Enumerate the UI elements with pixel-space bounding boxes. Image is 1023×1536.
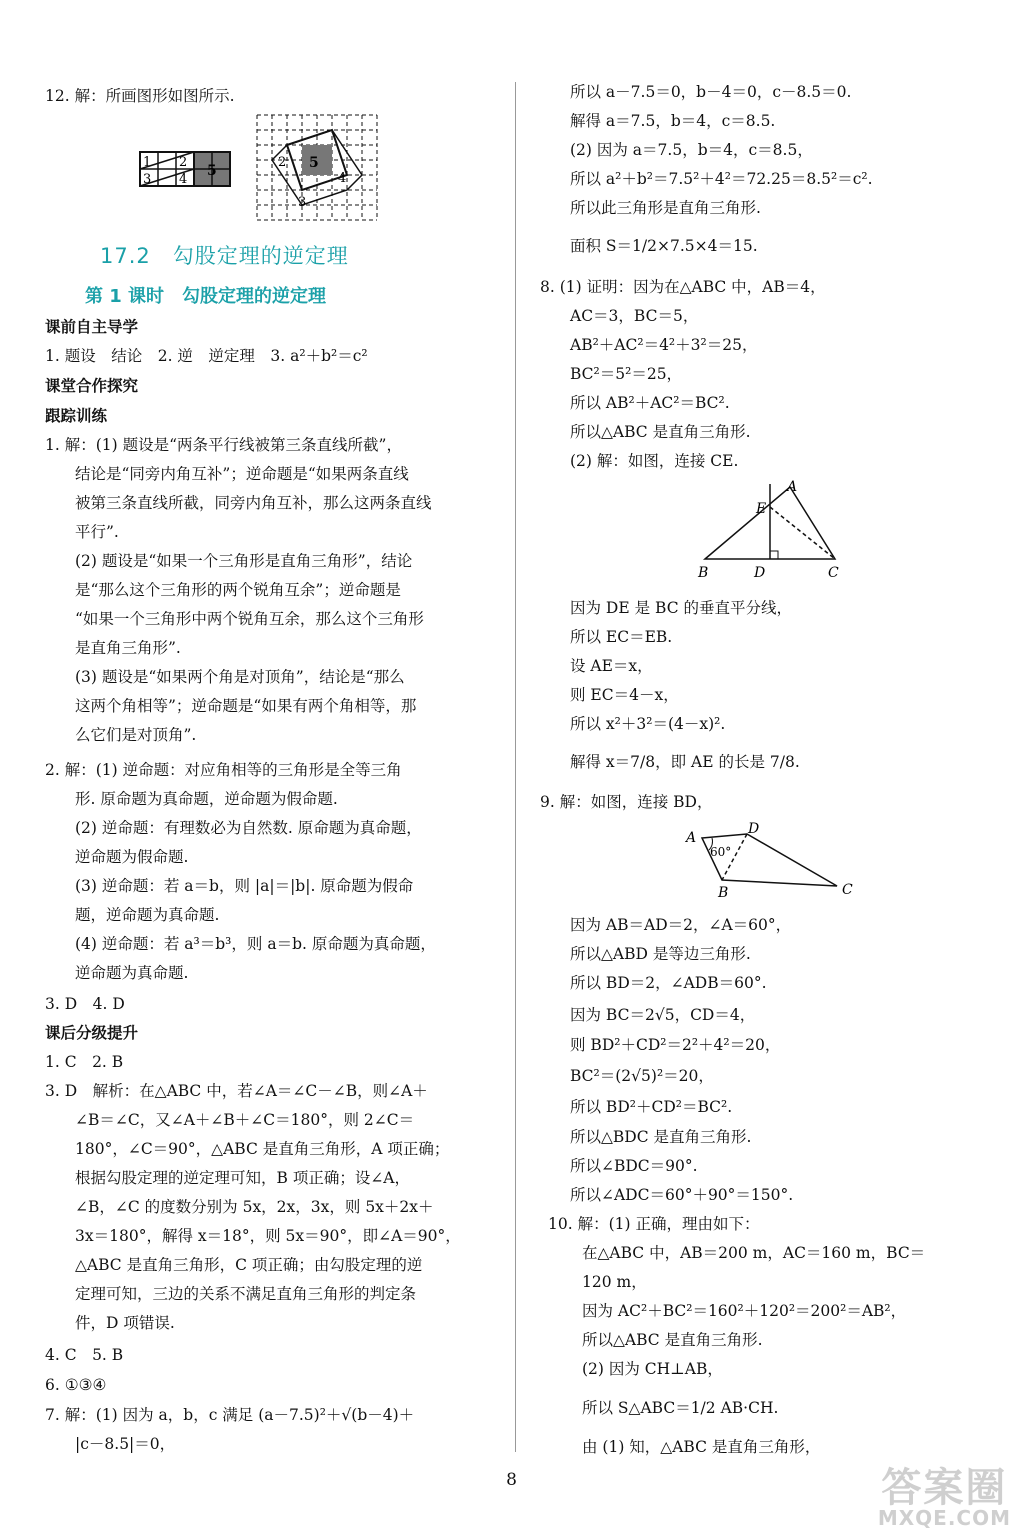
watermark: 答案圈 MXQE.COM [877,1465,1011,1530]
text-line: 逆命题为假命题. [75,848,189,866]
section-heading: 课前自主导学 [45,318,139,336]
text-line: 则 EC＝4－x， [570,686,679,704]
grid-label-2: 2 [179,155,188,170]
text-line: 因为 AC²＋BC²＝160²＋120²＝200²＝AB²， [582,1302,907,1320]
text-line: 是“那么这个三角形的两个锐角互余”；逆命题是 [75,581,401,599]
grid-dissection-figure [135,110,385,230]
text-line: 逆命题为真命题. [75,964,189,982]
text-line: 所以 x²＋3²＝(4－x)². [570,715,726,733]
lesson-title: 第 1 课时 勾股定理的逆定理 [85,286,327,307]
grid-label-5b: 5 [309,155,319,171]
text-line: 2. 解：(1) 逆命题：对应角相等的三角形是全等三角 [45,761,402,779]
text-line: 10. 解：(1) 正确，理由如下： [548,1215,760,1233]
label-A: A [787,479,798,495]
grid-label-1: 1 [143,155,152,170]
text-line: 设 AE＝x， [570,657,653,675]
text-line: 所以△ABD 是等边三角形. [570,945,751,963]
label-E: E [756,501,767,517]
grid-label-4b: 4 [338,171,347,186]
grid-label-5: 5 [207,163,217,179]
text-line: 么它们是对顶角”. [75,726,197,744]
text-line: 12. 解：所画图形如图所示. [45,87,235,105]
section-heading: 课后分级提升 [45,1024,139,1042]
text-line: 所以 a²＋b²＝7.5²＋4²＝72.25＝8.5²＝c². [570,170,873,188]
text-line: 结论是“同旁内角互补”；逆命题是“如果两条直线 [75,465,409,483]
text-line: 所以 a－7.5＝0，b－4＝0，c－8.5＝0. [570,83,852,101]
text-line: 所以 BD＝2，∠ADB＝60°. [570,974,767,992]
text-line: 所以△ABC 是直角三角形. [570,423,751,441]
grid-label-4: 4 [179,172,188,187]
text-line: (2) 因为 a＝7.5，b＝4，c＝8.5， [570,141,813,159]
text-line: 1. 解：(1) 题设是“两条平行线被第三条直线所截”， [45,436,402,454]
text-line: 3x＝180°，解得 x＝18°，则 5x＝90°，即∠A＝90°， [75,1227,461,1245]
text-line: 则 BD²＋CD²＝2²＋4²＝20， [570,1036,781,1054]
text-line: (2) 因为 CH⊥AB， [582,1360,723,1378]
label-A: A [686,830,697,846]
text-line: 所以△BDC 是直角三角形. [570,1128,752,1146]
text-line: (3) 逆命题：若 a＝b，则 |a|＝|b|. 原命题为假命 [75,877,414,895]
text-line: △ABC 是直角三角形，C 项正确；由勾股定理的逆 [75,1256,423,1274]
text-line: 9. 解：如图，连接 BD， [540,793,713,811]
text-line: 所以∠ADC＝60°＋90°＝150°. [570,1186,794,1204]
text-line: 所以 EC＝EB. [570,628,673,646]
text-line: AC＝3，BC＝5， [570,307,699,325]
text-line: |c－8.5|＝0， [75,1435,176,1453]
column-divider [515,82,516,1452]
label-B: B [698,565,709,581]
text-line: 平行”. [75,523,119,541]
text-line: 在△ABC 中，AB＝200 m，AC＝160 m，BC＝ [582,1244,926,1262]
text-line: 定理可知，三边的关系不满足直角三角形的判定条 [75,1285,417,1303]
text-line: 所以 AB²＋AC²＝BC². [570,394,730,412]
text-line: 4. C 5. B [45,1346,124,1364]
text-line: 根据勾股定理的逆定理可知，B 项正确；设∠A， [75,1169,410,1187]
text-line: 3. D 解析：在△ABC 中，若∠A＝∠C－∠B，则∠A＋ [45,1082,428,1100]
text-line: 被第三条直线所截，同旁内角互补，那么这两条直线 [75,494,432,512]
text-line: “如果一个三角形中两个锐角互余，那么这个三角形 [75,610,424,628]
text-line: 7. 解：(1) 因为 a，b，c 满足 (a－7.5)²＋√(b－4)＋ [45,1406,415,1424]
text-line: (4) 逆命题：若 a³＝b³，则 a＝b. 原命题为真命题， [75,935,436,953]
label-B: B [718,885,729,900]
quadrilateral-abcd-figure [682,820,862,900]
section-heading: 课堂合作探究 [45,377,139,395]
text-line: 所以 BD²＋CD²＝BC². [570,1098,733,1116]
triangle-abc-figure [690,477,880,587]
text-line: (2) 解：如图，连接 CE. [570,452,739,470]
grid-label-3b: 3 [298,195,307,210]
section-heading: 跟踪训练 [45,407,108,425]
label-D: D [754,565,766,581]
text-line: 6. ①③④ [45,1376,107,1394]
label-D: D [748,821,760,837]
text-line: 因为 BC＝2√5，CD＝4， [570,1006,756,1024]
text-line: 这两个角相等”；逆命题是“如果有两个角相等，那 [75,697,417,715]
text-line: (2) 题设是“如果一个三角形是直角三角形”，结论 [75,552,413,570]
text-line: 是直角三角形”. [75,639,181,657]
grid-label-2b: 2 [278,155,287,170]
text-line: 1. 题设 结论 2. 逆 逆定理 3. a²＋b²＝c² [45,347,368,365]
text-line: AB²＋AC²＝4²＋3²＝25， [570,336,758,354]
text-line: 3. D 4. D [45,995,125,1013]
label-C: C [828,565,839,581]
text-line: 所以∠BDC＝90°. [570,1157,698,1175]
grid-label-3: 3 [143,172,152,187]
text-line: 面积 S＝1/2×7.5×4＝15. [570,237,758,255]
label-angle-60: 60° [710,845,732,859]
text-line: BC²＝5²＝25， [570,365,683,383]
text-line: ∠B＝∠C，又∠A＋∠B＋∠C＝180°，则 2∠C＝ [75,1111,415,1129]
text-line: ∠B，∠C 的度数分别为 5x，2x，3x，则 5x＋2x＋ [75,1198,434,1216]
text-line: (2) 逆命题：有理数必为自然数. 原命题为真命题， [75,819,422,837]
text-line: 解得 x＝7/8，即 AE 的长是 7/8. [570,753,800,771]
section-title: 17.2 勾股定理的逆定理 [100,244,349,268]
text-line: BC²＝(2√5)²＝20， [570,1067,714,1085]
text-line: 所以△ABC 是直角三角形. [582,1331,763,1349]
text-line: 所以 S△ABC＝1/2 AB·CH. [582,1399,779,1417]
page-number: 8 [506,1470,517,1490]
text-line: (3) 题设是“如果两个角是对顶角”，结论是“那么 [75,668,405,686]
text-line: 因为 DE 是 BC 的垂直平分线， [570,599,792,617]
text-line: 1. C 2. B [45,1053,124,1071]
text-line: 形. 原命题为真命题，逆命题为假命题. [75,790,338,808]
text-line: 8. (1) 证明：因为在△ABC 中，AB＝4， [540,278,826,296]
text-line: 件，D 项错误. [75,1314,175,1332]
text-line: 180°，∠C＝90°，△ABC 是直角三角形，A 项正确； [75,1140,450,1158]
text-line: 因为 AB＝AD＝2，∠A＝60°， [570,916,792,934]
text-line: 题，逆命题为真命题. [75,906,220,924]
text-line: 所以此三角形是直角三角形. [570,199,761,217]
text-line: 由 (1) 知，△ABC 是直角三角形， [582,1438,821,1456]
text-line: 解得 a＝7.5，b＝4，c＝8.5. [570,112,776,130]
text-line: 120 m， [582,1273,647,1291]
label-C: C [842,882,853,898]
